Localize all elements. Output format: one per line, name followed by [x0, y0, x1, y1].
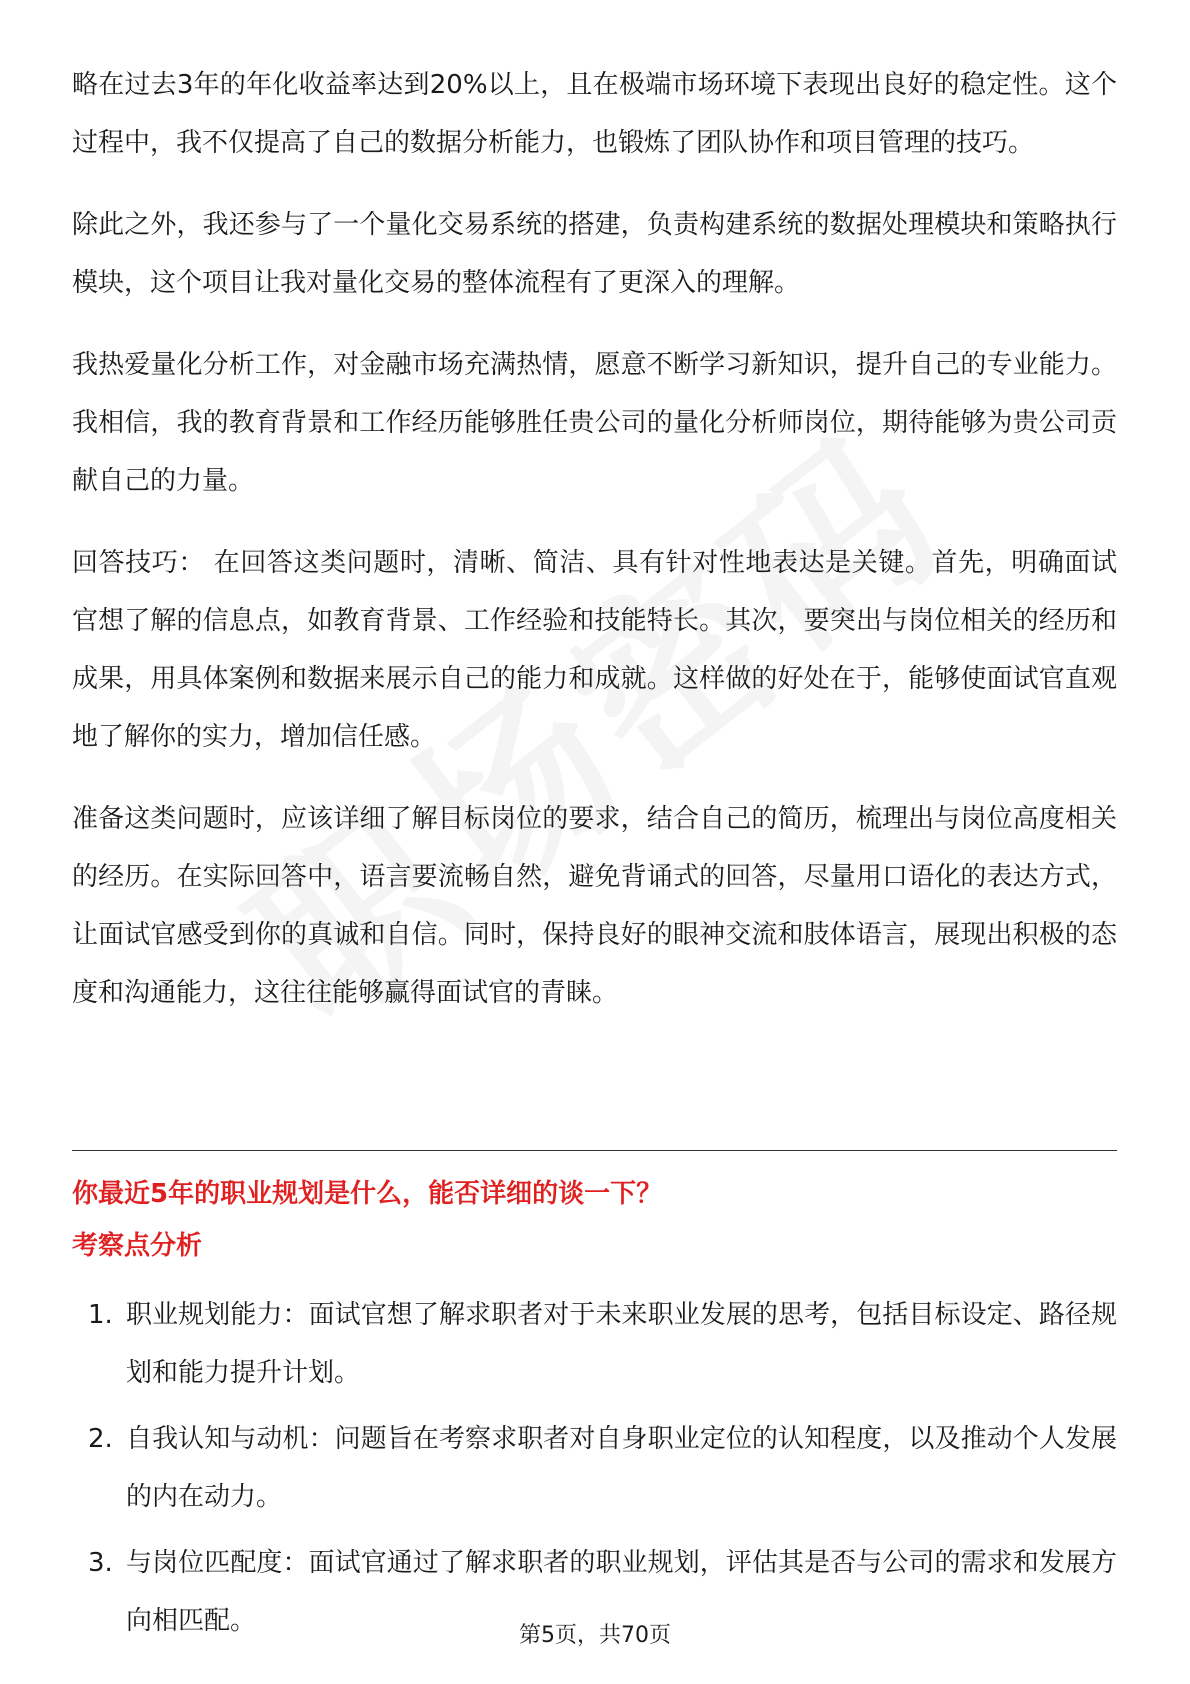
- list-item-text: 自我认知与动机：问题旨在考察求职者对自身职业定位的认知程度，以及推动个人发展的内在动力。: [126, 1424, 1117, 1512]
- list-number: 2.: [88, 1424, 113, 1454]
- paragraph: 除此之外，我还参与了一个量化交易系统的搭建，负责构建系统的数据处理模块和策略执行模块，这个项目让我对量化交易的整体流程有了更深入的理解。: [72, 210, 1117, 298]
- list-item-text: 与岗位匹配度：面试官通过了解求职者的职业规划，评估其是否与公司的需求和发展方向相匹配。: [126, 1548, 1117, 1636]
- paragraph-answer-tips: 回答技巧： 在回答这类问题时，清晰、简洁、具有针对性地表达是关键。首先，明确面试官想了解的信息点，如教育背景、工作经验和技能特长。其次，要突出与岗位相关的经历和成果，用具体案例和数据来展示自己的能力和成就。这样做的好处在于，能够使面试官直观地了解你的实力，增加信任感。: [72, 548, 1117, 752]
- analysis-list: [72, 1286, 1117, 1650]
- paragraph: 我热爱量化分析工作，对金融市场充满热情，愿意不断学习新知识，提升自己的专业能力。我相信，我的教育背景和工作经历能够胜任贵公司的量化分析师岗位，期待能够为贵公司贡献自己的力量。: [72, 350, 1117, 496]
- body-text: [72, 56, 1117, 1046]
- page-footer: 第5页，共70页: [519, 1623, 671, 1648]
- paragraph: 略在过去3年的年化收益率达到20%以上，且在极端市场环境下表现出良好的稳定性。这个过程中，我不仅提高了自己的数据分析能力，也锻炼了团队协作和项目管理的技巧。: [72, 70, 1117, 158]
- paragraph: 准备这类问题时，应该详细了解目标岗位的要求，结合自己的简历，梳理出与岗位高度相关的经历。在实际回答中，语言要流畅自然，避免背诵式的回答，尽量用口语化的表达方式，让面试官感受到你的真诚和自信。同时，保持良好的眼神交流和肢体语言，展现出积极的态度和沟通能力，这往往能够赢得面试官的青睐。: [72, 804, 1117, 1008]
- section-divider: [72, 1150, 1117, 1151]
- list-item-text: 职业规划能力：面试官想了解求职者对于未来职业发展的思考，包括目标设定、路径规划和能力提升计划。: [126, 1300, 1117, 1388]
- list-number: 1.: [88, 1300, 113, 1330]
- list-item: [72, 1286, 1117, 1402]
- list-number: 3.: [88, 1548, 113, 1578]
- question-title: 你最近5年的职业规划是什么，能否详细的谈一下？: [72, 1179, 663, 1209]
- question-section: [72, 1168, 1117, 1658]
- list-item: [72, 1410, 1117, 1526]
- analysis-heading: 考察点分析: [72, 1231, 203, 1261]
